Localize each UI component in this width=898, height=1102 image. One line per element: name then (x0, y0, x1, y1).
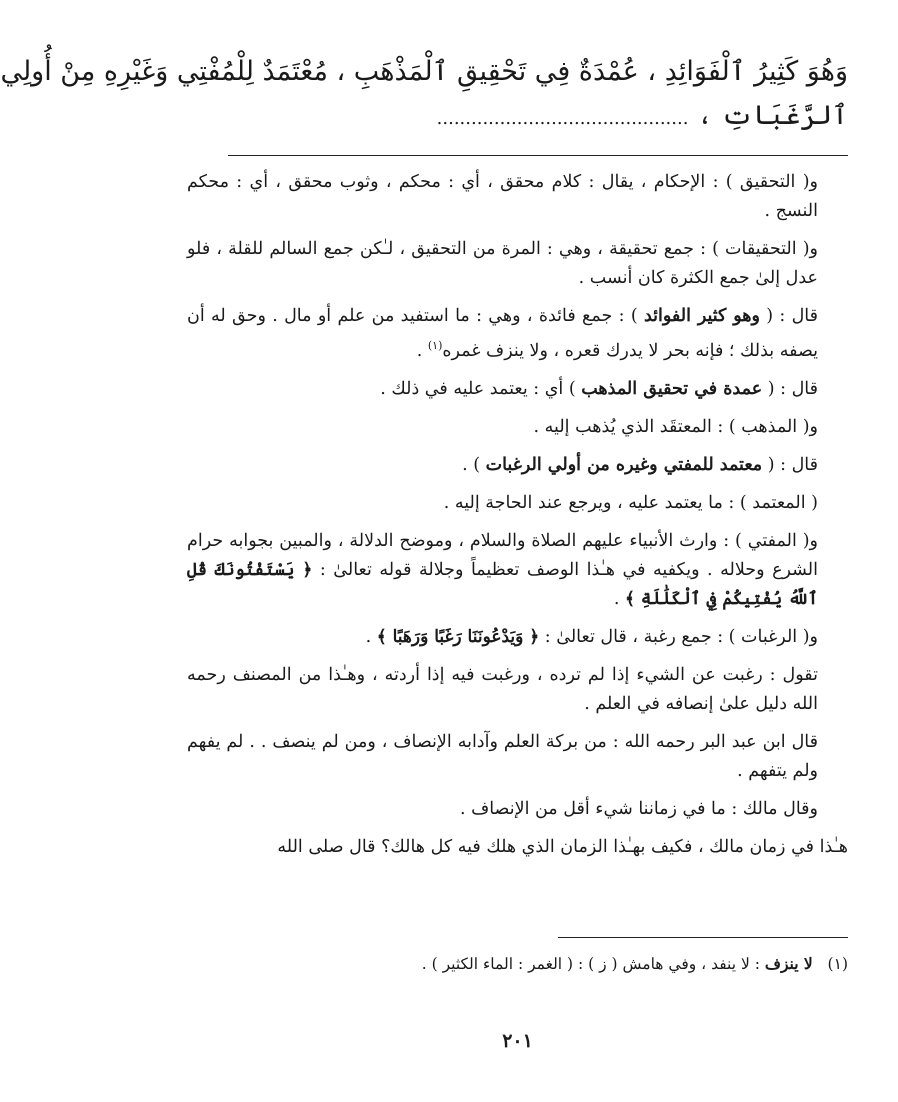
footnote-text: : لا ينفد ، وفي هامش ( ز ) : ( الغمر : الماء الكثير ) . (421, 955, 765, 973)
paragraph-umda (187, 375, 848, 404)
paragraph-mutamad-text: ) . (462, 454, 486, 475)
paragraph-zaman-malik: هـٰذا في زمان مالك ، فكيف بهـٰذا الزمان الذي هلك فيه كل هالك؟ قال صلى الله (277, 836, 848, 857)
commentary (187, 168, 848, 871)
paragraph-fawaid-end: . (416, 340, 428, 361)
paragraph-raghabat (187, 623, 848, 652)
quran-verse-raghaban: ﴿ وَيَدْعُونَنَا رَغَبًا وَرَهَبًا ﴾ (376, 626, 540, 647)
main-text-divider (228, 155, 848, 156)
paragraph-fawaid-text: ) : جمع فائدة ، وهي : ما استفيد من علم أو مال . وحق له أن يصفه بذلك ؛ فإنه بحر لا يدرك قعره ، ولا ينزف غمره (187, 306, 818, 361)
main-text-line-1: وَهُوَ كَثِيرُ ٱلْفَوَائِدِ ، عُمْدَةٌ فِي تَحْقِيقِ ٱلْمَذْهَبِ ، مُعْتَمَدٌ لِلْمُفْتِي وَغَيْرِهِ مِنْ أُولِي (0, 56, 848, 87)
paragraph-mufti-text: و( المفتي ) : وارث الأنبياء عليهم الصلاة والسلام ، وموضح الدلالة ، والمبين بجوابه حرام الشرع وحلاله . ويكفيه في هـٰذا الوصف تعظيماً وجلالة قوله تعالىٰ : (187, 530, 818, 580)
paragraph-ibn-abd-al-barr: قال ابن عبد البر رحمه الله : من بركة العلم وآدابه الإنصاف ، ومن لم ينصف . . لم يفهم ولم يتفهم . (187, 731, 818, 781)
main-text-line-2-text: ٱلرَّغَبَاتِ ، (697, 100, 848, 131)
page-number: ٢٠١ (502, 1030, 533, 1052)
paragraph-umda-lead: قال : ( (762, 378, 818, 399)
main-text (0, 50, 848, 141)
main-text-line-2 (187, 94, 848, 141)
footnote-reference[interactable]: (١) (427, 339, 443, 352)
dotted-leader: ............................................ (436, 108, 689, 129)
footnote (187, 952, 848, 976)
paragraph-raghabat-end: . (365, 626, 377, 647)
paragraph-raghibtu: تقول : رغبت عن الشيء إذا لم ترده ، ورغبت فيه إذا أردته ، وهـٰذا من المصنف رحمه الله دليل علىٰ إنصافه في العلم . (187, 664, 818, 714)
paragraph-mutamad-definition: ( المعتمد ) : ما يعتمد عليه ، ويرجع عند الحاجة إليه . (443, 492, 818, 513)
paragraph-tahqiqat: و( التحقيقات ) : جمع تحقيقة ، وهي : المرة من التحقيق ، لـٰكن جمع السالم للقلة ، فلو عدل إلىٰ جمع الكثرة كان أنسب . (187, 239, 818, 288)
paragraph-raghabat-text: و( الرغبات ) : جمع رغبة ، قال تعالىٰ : (539, 626, 818, 647)
paragraph-mufti (187, 527, 848, 614)
paragraph-fawaid-quote: وهو كثير الفوائد (643, 306, 760, 326)
paragraph-fawaid (187, 302, 848, 366)
footnote-number: (١) (827, 955, 848, 973)
paragraph-fawaid-lead: قال : ( (759, 306, 818, 326)
paragraph-umda-quote: عمدة في تحقيق المذهب (581, 378, 763, 399)
paragraph-madhhab: و( المذهب ) : المعتقَد الذي يُذهب إليه . (533, 416, 818, 437)
paragraph-malik: وقال مالك : ما في زماننا شيء أقل من الإنصاف . (459, 798, 818, 819)
paragraph-mutamad-quote: معتمد للمفتي وغيره من أولي الرغبات (485, 454, 763, 475)
paragraph-mutamad (187, 451, 848, 480)
paragraph-umda-text: ) أي : يعتمد عليه في ذلك . (380, 378, 582, 399)
paragraph-tahqiq: و( التحقيق ) : الإحكام ، يقال : كلام محقق ، أي : محكم ، وثوب محقق ، أي : محكم النسج . (187, 172, 818, 221)
footnote-divider (558, 937, 848, 938)
footnote-term: لا ينزف (764, 954, 813, 973)
paragraph-mufti-end: . (613, 588, 625, 609)
paragraph-mutamad-lead: قال : ( (762, 454, 818, 475)
quran-verse-kalala: ﴿ يَسْتَفْتُونَكَ قُلِ ٱللَّهُ يُفْتِيكُمْ فِي ٱلْكَلَٰلَةِ ﴾ (187, 559, 818, 609)
